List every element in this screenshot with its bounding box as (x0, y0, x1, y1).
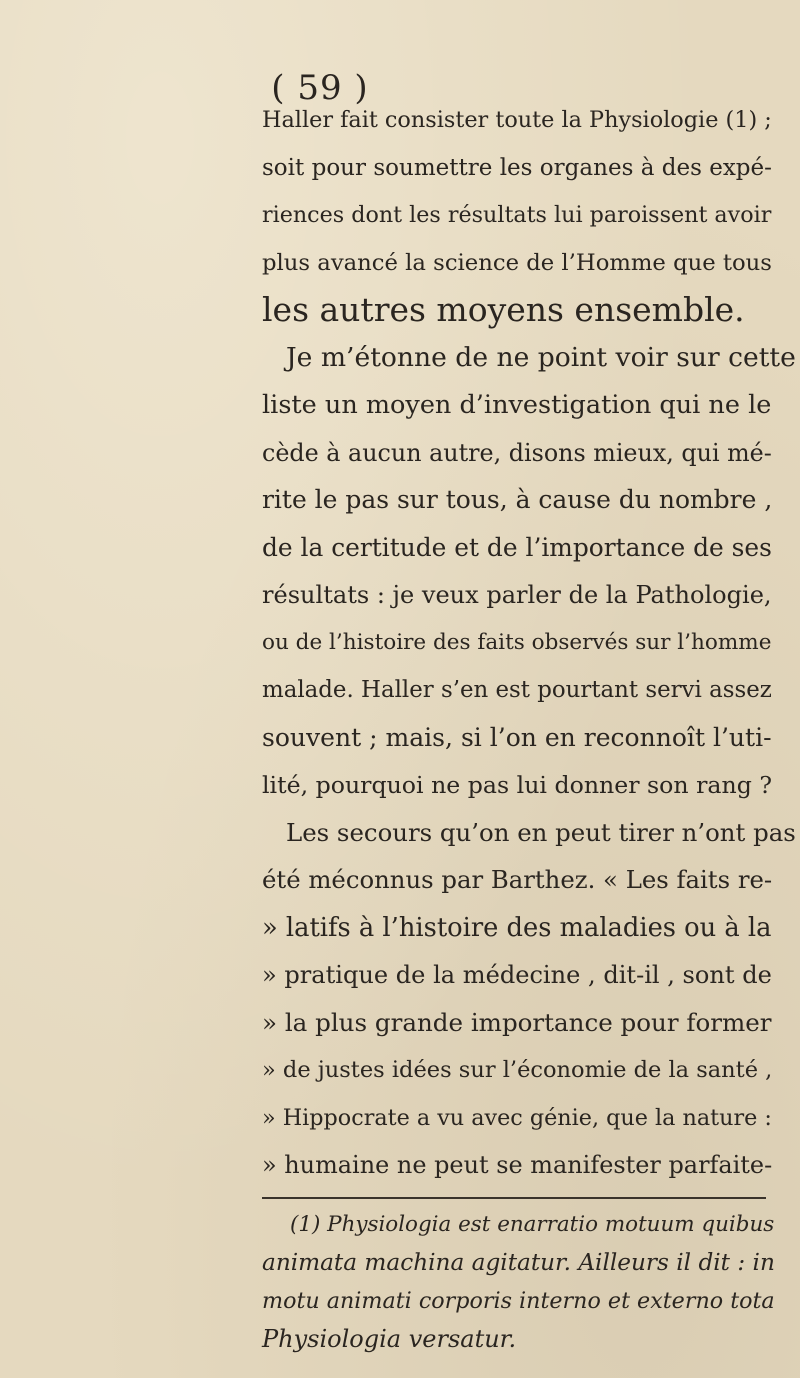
page-number: ( 59 ) (271, 68, 369, 108)
text-line-16: Les secours qu’on en peut tirer n’ont pas (286, 817, 796, 847)
text-line-21: » de justes idées sur l’économie de la santé , (262, 1057, 773, 1083)
text-line-4: plus avancé la science de l’Homme que tous (262, 249, 772, 276)
text-line-14: souvent ; mais, si l’on en reconnoît l’uti- (262, 722, 772, 752)
text-line-23: » humaine ne peut se manifester parfaite- (262, 1151, 773, 1179)
footnote-line-1: (1) Physiologia est enarratio motuum quibus (290, 1212, 775, 1237)
text-line-2: soit pour soumettre les organes à des expé- (262, 154, 772, 181)
text-line-1: Haller fait consister toute la Physiologie (1) ; (262, 107, 772, 133)
footnote-line-3: motu animati corporis interno et externo tota (262, 1288, 775, 1314)
text-line-7: liste un moyen d’investigation qui ne le (262, 390, 772, 420)
text-line-13: malade. Haller s’en est pourtant servi assez (262, 677, 772, 703)
text-line-11: résultats : je veux parler de la Pathologie, (262, 581, 772, 609)
text-line-5: les autres moyens ensemble. (262, 290, 745, 329)
text-line-6: Je m’étonne de ne point voir sur cette (286, 341, 796, 373)
text-line-17: été méconnus par Barthez. « Les faits re- (262, 865, 773, 894)
text-line-22: » Hippocrate a vu avec génie, que la nature : (262, 1104, 772, 1131)
text-line-12: ou de l’histoire des faits observés sur l’homme (262, 629, 772, 655)
text-line-18: » latifs à l’histoire des maladies ou à la (262, 912, 772, 943)
text-line-15: lité, pourquoi ne pas lui donner son rang ? (262, 771, 773, 799)
text-line-3: riences dont les résultats lui paroissent avoir (262, 202, 772, 228)
text-line-8: cède à aucun autre, disons mieux, qui mé- (262, 438, 772, 467)
text-line-10: de la certitude et de l’importance de ses (262, 532, 772, 562)
text-line-20: » la plus grande importance pour former (262, 1007, 772, 1037)
footnote-rule (262, 1197, 766, 1199)
footnote-line-4: Physiologia versatur. (262, 1325, 517, 1353)
text-line-19: » pratique de la médecine , dit-il , sont de (262, 961, 772, 989)
footnote-line-2: animata machina agitatur. Ailleurs il dit : in (262, 1249, 775, 1276)
text-line-9: rite le pas sur tous, à cause du nombre , (262, 485, 773, 514)
